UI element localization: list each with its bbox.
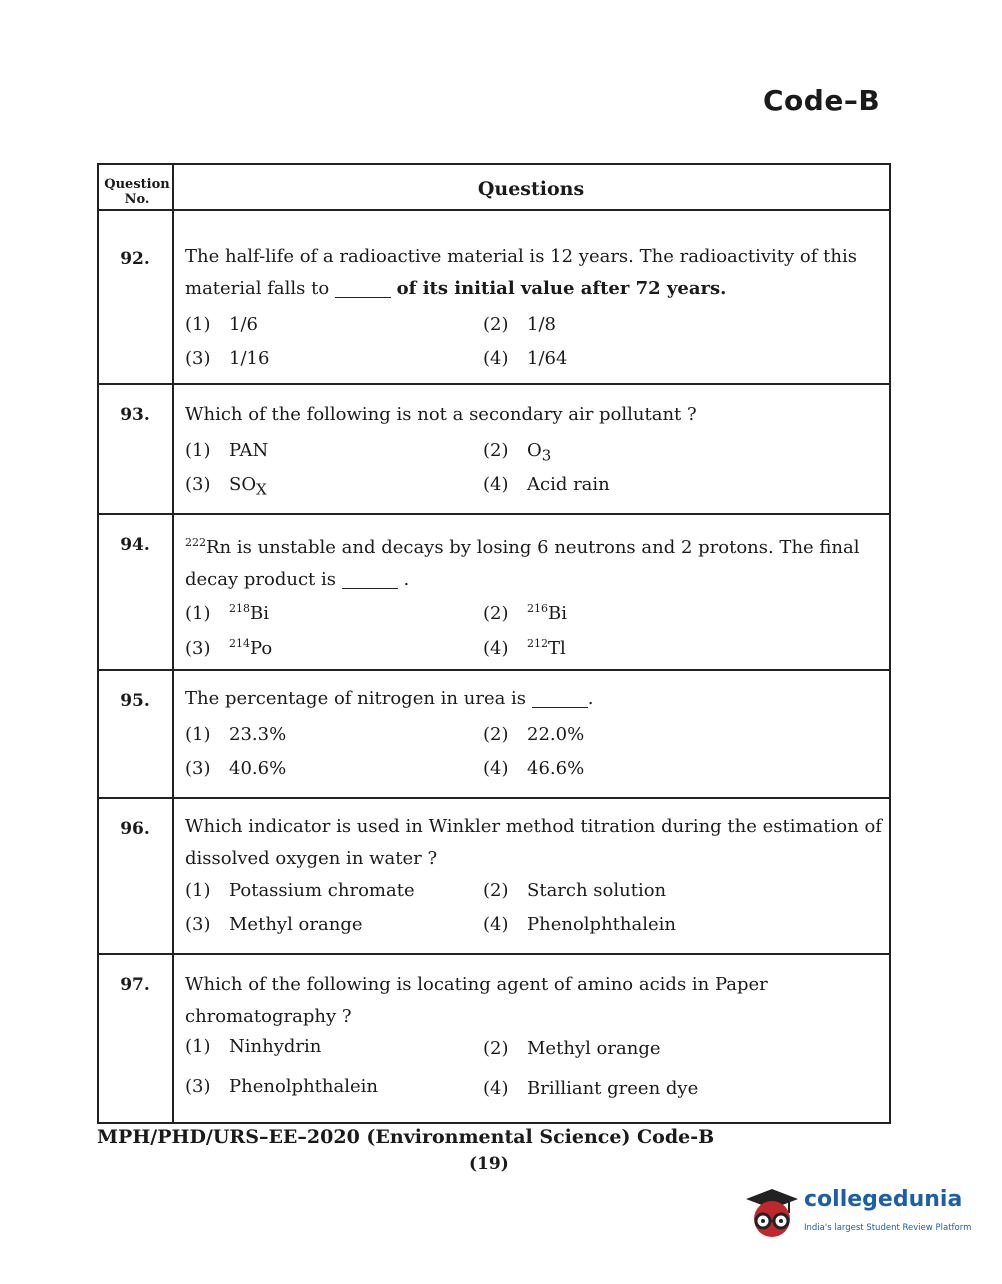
answer-blank <box>532 689 588 708</box>
option-4: (4) Phenolphthalein <box>483 914 676 935</box>
option-4: (4) Acid rain <box>483 474 610 495</box>
question-number: 95. <box>120 691 150 711</box>
option-2: (2) Starch solution <box>483 880 667 901</box>
question-number: 94. <box>120 535 150 555</box>
question-row-97 <box>99 955 889 1122</box>
option-2: (2) $^{216}$Bi <box>483 602 567 624</box>
question-row-95 <box>99 671 889 799</box>
collegedunia-logo <box>742 1185 972 1245</box>
option-4: (4) 46.6% <box>483 758 585 779</box>
option-3: (3) $^{214}$Po <box>185 637 273 659</box>
option-2: (2) 22.0% <box>483 724 585 745</box>
questions-table <box>97 163 891 1124</box>
questions-column-header: Questions <box>477 178 585 200</box>
option-1: (1) Ninhydrin <box>185 1036 322 1057</box>
logo-name: collegedunia <box>804 1187 963 1212</box>
option-2: (2) 1/8 <box>483 314 556 335</box>
question-row-96 <box>99 799 889 955</box>
table-header-row <box>99 165 889 211</box>
question-number: 96. <box>120 819 150 839</box>
option-2: (2) Methyl orange <box>483 1038 661 1059</box>
option-3: (3) Methyl orange <box>185 914 363 935</box>
graduate-mascot-icon <box>742 1185 800 1241</box>
option-3: (3) $SO_X$ <box>185 474 267 499</box>
question-number: 92. <box>120 249 150 269</box>
option-1: (1) 1/6 <box>185 314 258 335</box>
option-1: (1) 23.3% <box>185 724 287 745</box>
option-4: (4) 1/64 <box>483 348 568 369</box>
question-number: 93. <box>120 405 150 425</box>
question-row-93 <box>99 385 889 515</box>
option-4: (4) $^{212}$Tl <box>483 637 566 659</box>
option-3: (3) 40.6% <box>185 758 287 779</box>
question-text: The percentage of nitrogen in urea is . <box>185 688 594 709</box>
answer-blank <box>342 570 398 589</box>
question-row-92 <box>99 209 889 385</box>
question-text: Which of the following is locating agent of amino acids in Paper chromatography ? <box>185 974 768 1027</box>
question-text: $^{222}$Rn is unstable and decays by losing 6 neutrons and 2 protons. The final decay product is . <box>185 536 860 590</box>
question-text: Which of the following is not a secondary air pollutant ? <box>185 404 697 425</box>
question-row-94 <box>99 515 889 671</box>
option-1: (1) $^{218}$Bi <box>185 602 269 624</box>
option-1: (1) Potassium chromate <box>185 880 415 901</box>
page-number: (19) <box>469 1154 509 1174</box>
question-no-column-header: Question No. <box>104 177 170 207</box>
exam-code-header: Code–B <box>763 84 881 117</box>
answer-blank <box>335 279 391 298</box>
option-3: (3) 1/16 <box>185 348 270 369</box>
logo-tagline: India's largest Student Review Platform <box>804 1223 972 1233</box>
option-2: (2) $O_3$ <box>483 440 552 465</box>
question-text: The half-life of a radioactive material is 12 years. The radioactivity of this material falls to of its initial value after 72 years. <box>185 246 857 299</box>
question-number: 97. <box>120 975 150 995</box>
option-4: (4) Brilliant green dye <box>483 1078 699 1099</box>
exam-footer-title: MPH/PHD/URS–EE–2020 (Environmental Science) Code-B <box>97 1126 715 1148</box>
question-text: Which indicator is used in Winkler method titration during the estimation of dissolved oxygen in water ? <box>185 816 882 869</box>
option-1: (1) PAN <box>185 440 269 461</box>
option-3: (3) Phenolphthalein <box>185 1076 378 1097</box>
